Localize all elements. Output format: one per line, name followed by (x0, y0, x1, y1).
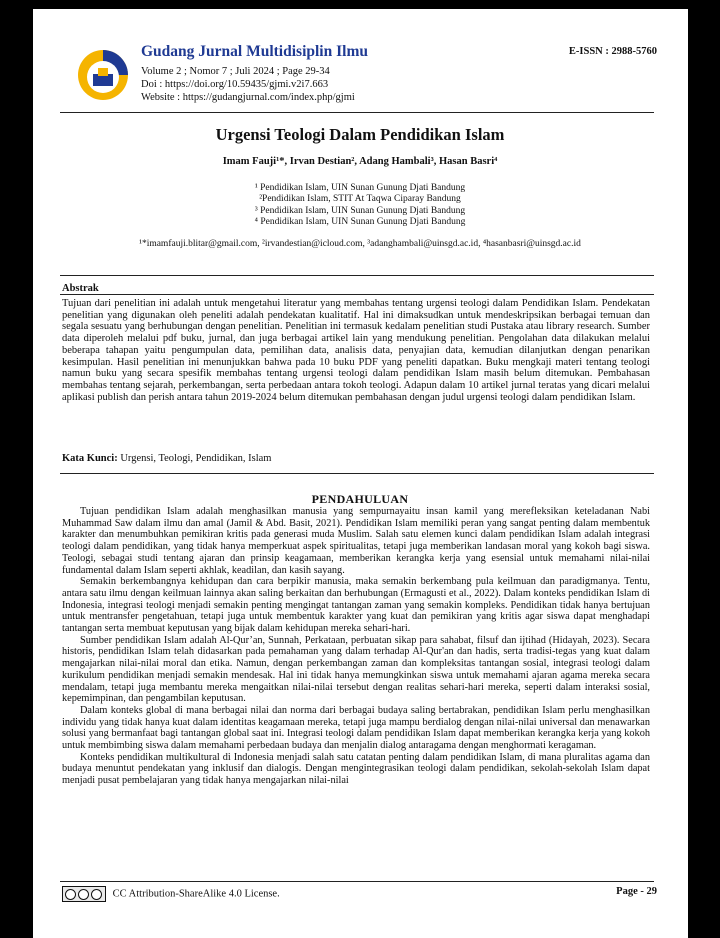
affiliation-1: ¹ Pendidikan Islam, UIN Sunan Gunung Djati Bandung (254, 183, 466, 193)
paragraph: Konteks pendidikan multikultural di Indonesia menjadi salah satu catatan penting dalam pendidikan Islam, di mana pluralitas agama dan budaya menuntut pendekatan yang inklusif dan dialogis. Dengan mengintegrasikan teologi dalam pendidikan, sekolah-sekolah Islam dapat menjadi pusat pembelajaran yang tidak hanya mengajarkan nilai-nilai (62, 751, 650, 787)
affiliation-4: ⁴ Pendidikan Islam, UIN Sunan Gunung Djati Bandung (254, 217, 466, 227)
abstract-text: Tujuan dari penelitian ini adalah untuk mengetahui literatur yang membahas tentang urgensi teologi dalam Pendidikan Islam. Pendekatan penelitian yang digunakan oleh peneliti adalah pendekatan kualitatif. Hal ini dimaksudkan untuk mendeskripsikan berbagai temuan dan segala sesuatu yang berhubungan dengan penelitian. Penelitian ini termasuk kedalam penelitian studi Pustaka atau library research. Sumber data diperoleh melalui pdf buku, jurnal, dan juga berbagai artikel lain yang mendukung penelitian. Pengolahan data dilakukan melalui beberapa tahapan yaitu pengumpulan data, pemilihan data, analisis data, penyajian data, kemudian dilanjutkan dengan penarikan kesimpulan. Hasil penelitian ini menunjukkan bahwa pada 10 buku PDF yang peneliti dapatkan. Buku mengkaji materi tentang teologi namun buku yang secara spesifik membahas tentang urgensi teologi dalam pendidikan Islam masih belum ditemukan. Pembahasan membahas tentang sejarah, perkembangan, serta perbedaan antara tokoh teologi. Adapun dalam 10 artikel jurnal teratas yang dicari melalui aplikasi publish dan perish antara tahun 2019-2024 belum ditemukan pembahasan dengan judul urgensi teologi dalam pendidikan Islam. (62, 298, 650, 403)
paragraph: Sumber pendidikan Islam adalah Al-Qur’an, Sunnah, Perkataan, perbuatan sikap para sahabat, filsuf dan ijtihad (Hidayah, 2023). Secara historis, pendidikan Islam telah didasarkan pada pemahaman yang dalam terhadap Al-Qur'an dan hadis, serta tradisi-tegas yang kuat dalam mengajarkan nilai-nilai moral dan etika. Namun, dengan perkembangan zaman dan kompleksitas tantangan sosial, integrasi teologi dalam kurikulum pendidikan menjadi semakin mendesak. Hal ini tidak hanya memungkinkan siswa untuk memahami ajaran agama mereka secara mendalam, tetapi juga membantu mereka mengaitkan nilai-nilai tersebut dengan realitas sehari-hari mereka, seperti dalam interaksi sosial, kepemimpinan, dan pengambilan keputusan. (62, 634, 650, 705)
eissn: E-ISSN : 2988-5760 (568, 46, 657, 57)
journal-volume: Volume 2 ; Nomor 7 ; Juli 2024 ; Page 29-34 (141, 66, 330, 77)
footer-license (62, 886, 280, 902)
abstract-top-rule (60, 275, 654, 276)
keywords-label: Kata Kunci: (62, 453, 118, 464)
journal-name: Gudang Jurnal Multidisiplin Ilmu (141, 43, 368, 60)
page-number: Page - 29 (616, 886, 657, 897)
abstract-label-rule (60, 294, 654, 295)
affiliation-3: ³ Pendidikan Islam, UIN Sunan Gunung Djati Bandung (254, 206, 466, 216)
keywords-rule (60, 473, 654, 474)
keywords-value: Urgensi, Teologi, Pendidikan, Islam (120, 453, 272, 464)
journal-logo (76, 48, 130, 102)
paragraph: Tujuan pendidikan Islam adalah menghasilkan manusia yang sempurnayaitu insan kamil yang merefleksikan keteladanan Nabi Muhammad Saw dalam ilmu dan amal (Jamil & Abd. Basit, 2021). Pendidikan Islam memiliki peran yang sangat penting dalam membentuk karakter dan menumbuhkan pemikiran kritis pada generasi muda Muslim. Salah satu elemen kunci dalam pendidikan Islam adalah integrasi teologi dalam pendidikan, yang tidak hanya memperkuat aspek spiritualitas, tetapi juga memberikan landasan moral yang kokoh bagi siswa. Teologi, sebagai studi tentang ajaran dan prinsip keagamaan, memberikan kerangka kerja yang esensial untuk memahami nilai-nilai fundamental dalam Islam seperti akhlak, keadilan, dan kasih sayang. (62, 506, 650, 576)
paragraph: Dalam konteks global di mana berbagai nilai dan norma dari berbagai budaya saling bertabrakan, pendidikan Islam perlu menghasilkan individu yang tidak hanya kuat dalam identitas keagamaan mereka, tetapi juga mampu berdialog dengan nilai-nilai universal dan menawarkan solusi yang bermanfaat bagi tantangan global saat ini. Integrasi teologi dalam pendidikan Islam dapat memberikan kerangka kerja yang kokoh untuk membimbing siswa dalam memahami perbedaan budaya dan menjalin dialog antaragama dengan menghormati keragaman. (62, 704, 650, 752)
author-emails: ¹*imamfauji.blitar@gmail.com, ²irvandestian@icloud.com, ³adanghambali@uinsgd.ac.id, ⁴hasanbasri@uinsgd.ac.id (139, 239, 581, 249)
journal-website[interactable]: Website : https://gudangjurnal.com/index.php/gjmi (141, 92, 355, 103)
footer-divider (60, 881, 654, 882)
paper-title: Urgensi Teologi Dalam Pendidikan Islam (215, 125, 505, 144)
section-heading: PENDAHULUAN (311, 492, 409, 506)
license-text: CC Attribution-ShareAlike 4.0 License. (112, 888, 280, 900)
abstract-label: Abstrak (62, 283, 99, 294)
header-divider (60, 112, 654, 113)
keywords (62, 453, 271, 464)
cc-license-icon (62, 886, 106, 902)
section-body (62, 506, 650, 787)
affiliation-2: ²Pendidikan Islam, STIT At Taqwa Ciparay Bandung (259, 194, 461, 204)
paragraph: Semakin berkembangnya kehidupan dan cara berpikir manusia, maka semakin berkembang pula keilmuan dan paradigmanya. Tentu, antara satu ilmu dengan keilmuan lainnya akan saling berkaitan dan berhubungan (Ermagusti et al., 2022). Dalam konteks pendidikan Islam di Indonesia, integrasi teologi menjadi semakin penting mengingat tantangan zaman yang semakin kompleks. Pendidikan tidak hanya bertujuan untuk mentransfer pengetahuan, tetapi juga untuk membentuk karakter yang kuat dan pemikiran yang kritis agar siswa dapat menghadapi tantangan serta membuat keputusan yang bijak dalam kehidupan mereka sehari-hari. (62, 576, 650, 635)
journal-doi[interactable]: Doi : https://doi.org/10.59435/gjmi.v2i7.663 (141, 79, 329, 90)
paper-authors: Imam Fauji¹*, Irvan Destian², Adang Hambali³, Hasan Basri⁴ (222, 156, 498, 167)
